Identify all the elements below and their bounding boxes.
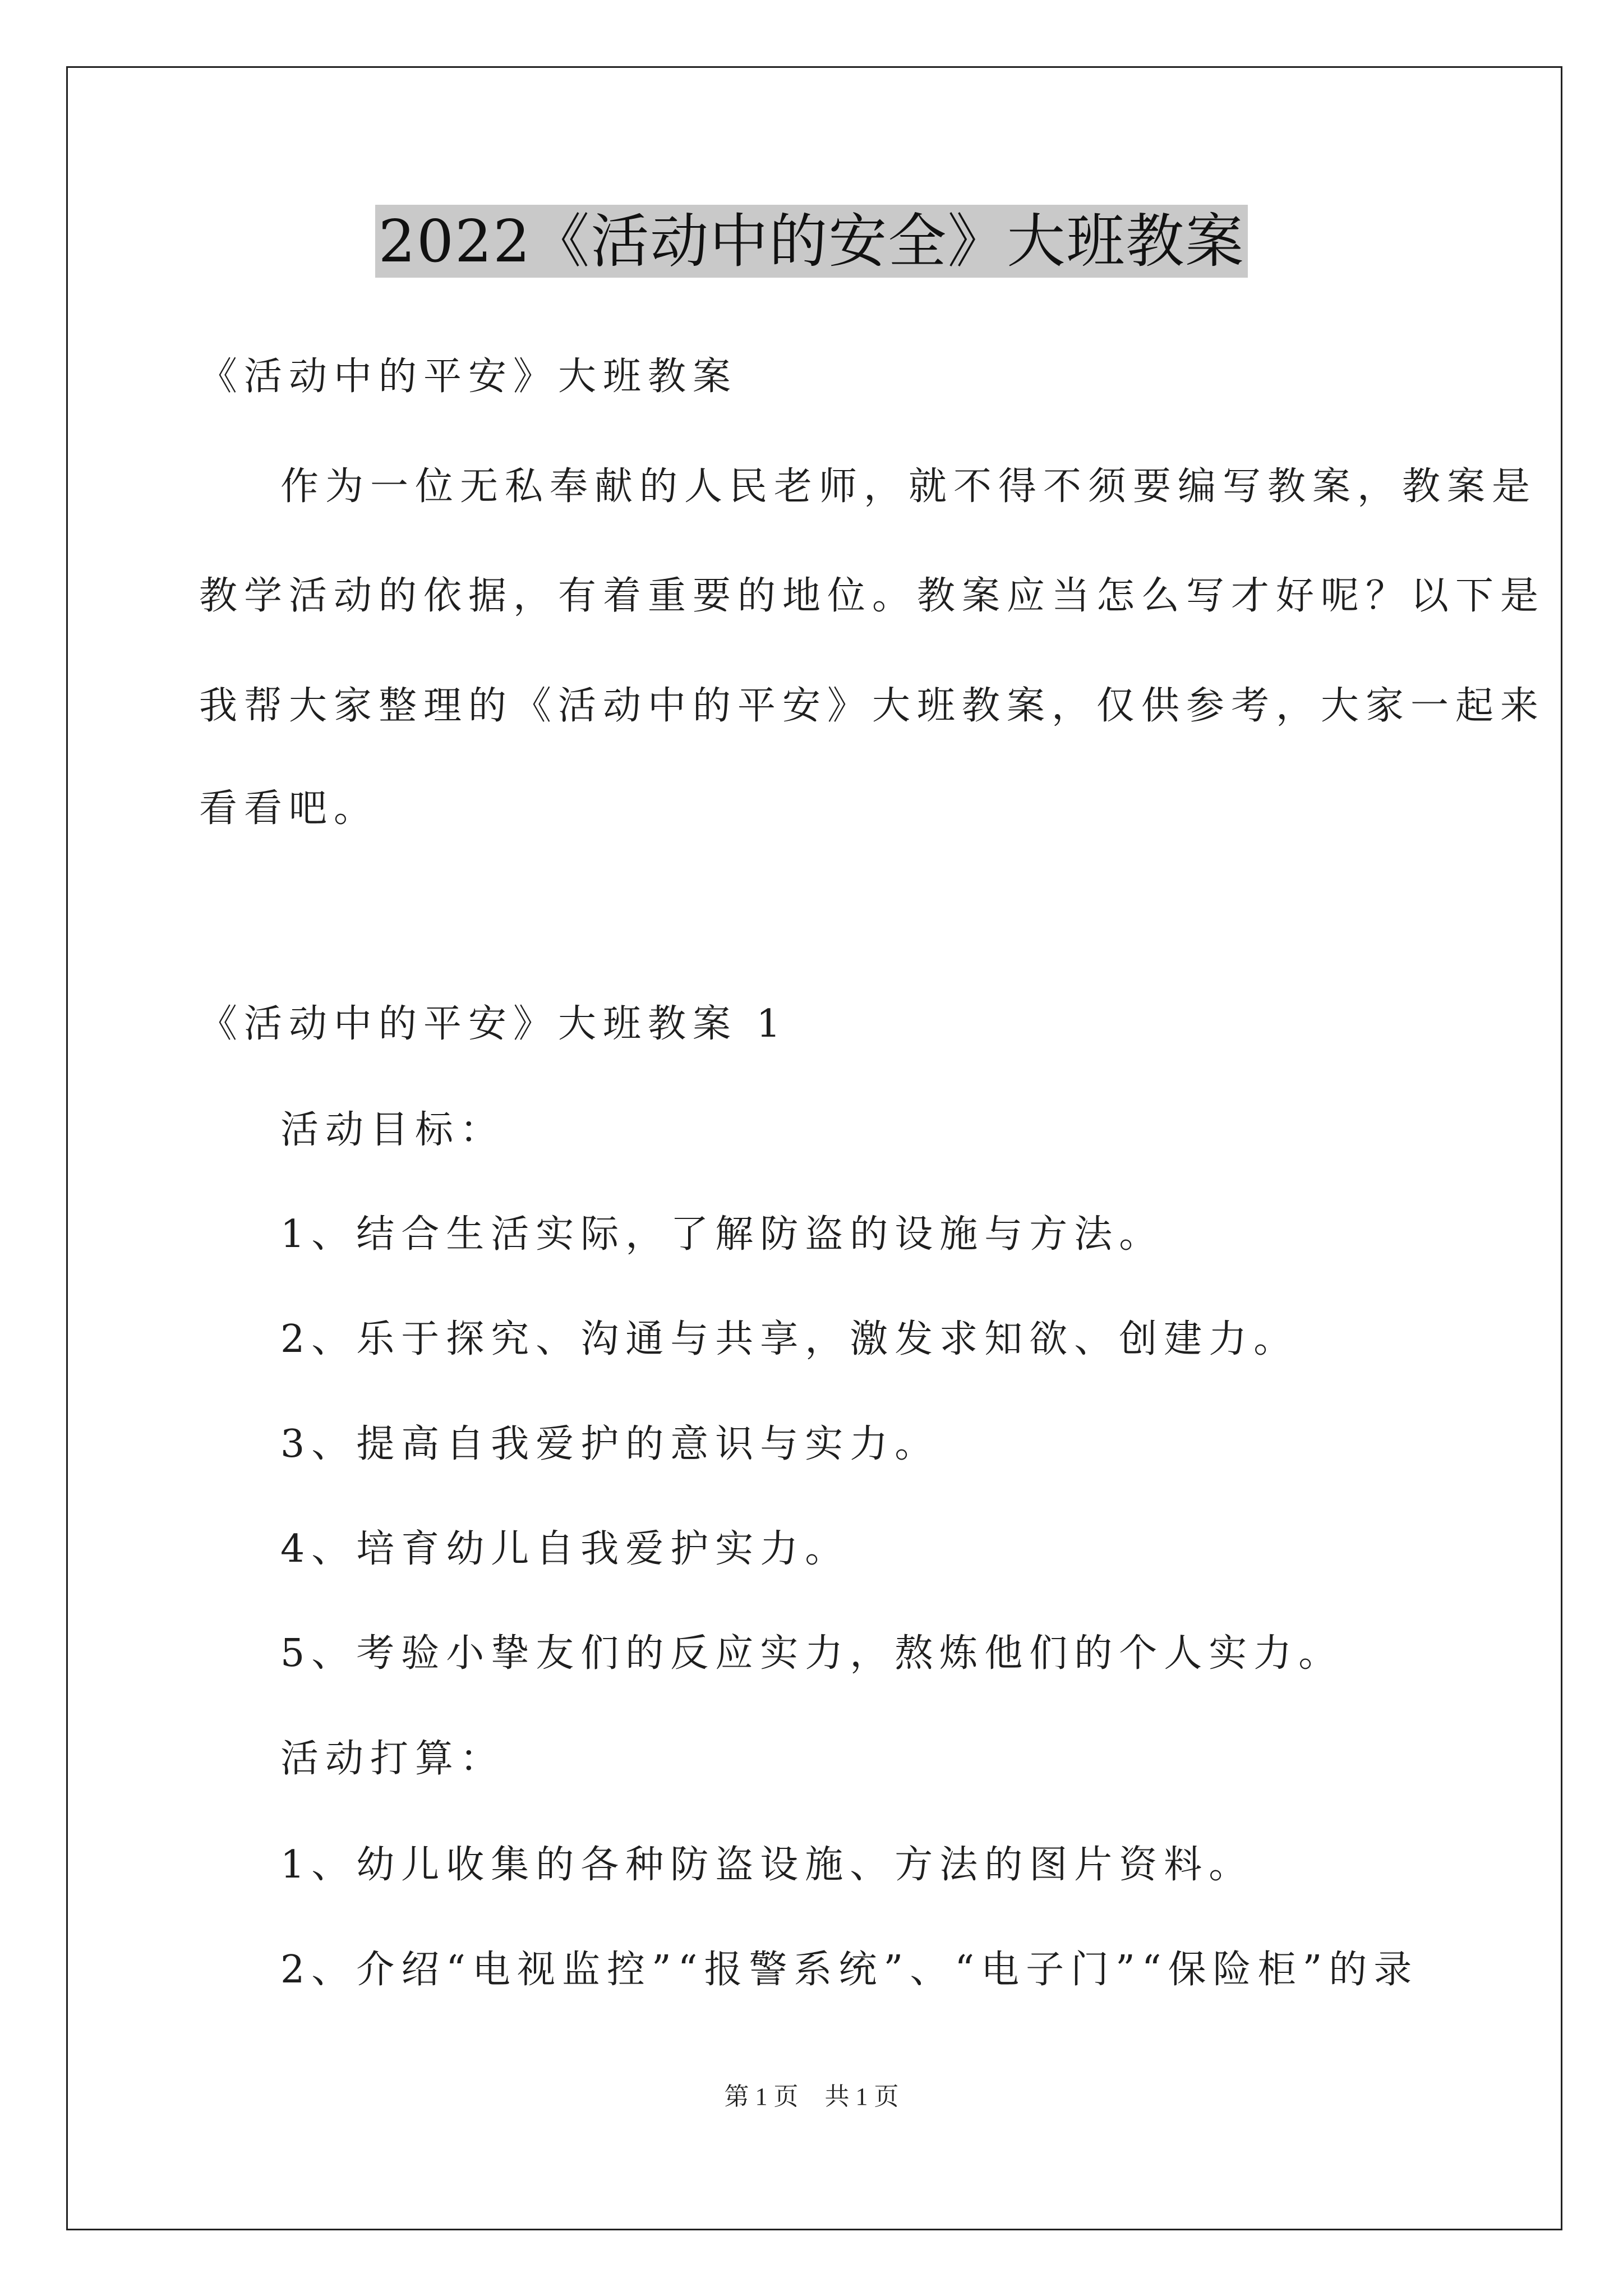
section-heading: 《活动中的平安》大班教案 1 [199,1002,787,1046]
page-total: 共 1 页 [824,2083,899,2110]
prep-item-2: 2、介绍“电视监控”“报警系统”、“电子门”“保险柜”的录 [280,1948,1419,1992]
goal-item-4: 4、培育幼儿自我爱护实力。 [280,1527,850,1571]
goal-item-3: 3、提高自我爱护的意识与实力。 [280,1422,940,1466]
goals-label: 活动目标： [280,1108,505,1152]
title-block [0,205,1623,278]
goal-item-2: 2、乐于探究、沟通与共享，激发求知欲、创建力。 [280,1317,1299,1361]
prep-item-1: 1、幼儿收集的各种防盗设施、方法的图片资料。 [280,1843,1254,1887]
goal-item-1: 1、结合生活实际，了解防盗的设施与方法。 [280,1212,1164,1257]
intro-line-1: 作为一位无私奉献的人民老师，就不得不须要编写教案，教案是 [280,464,1537,509]
intro-line-4: 看看吧。 [199,786,379,831]
page-footer [0,2081,1623,2113]
goal-item-5: 5、考验小挚友们的反应实力，熬炼他们的个人实力。 [280,1631,1344,1676]
intro-line-3: 我帮大家整理的《活动中的平安》大班教案，仅供参考，大家一起来 [199,684,1546,728]
document-subtitle: 《活动中的平安》大班教案 [199,355,738,399]
prep-label: 活动打算： [280,1737,505,1781]
intro-line-2: 教学活动的依据，有着重要的地位。教案应当怎么写才好呢？以下是 [199,574,1546,618]
document-title: 2022《活动中的安全》大班教案 [375,205,1248,278]
page-number: 第 1 页 [724,2083,799,2110]
